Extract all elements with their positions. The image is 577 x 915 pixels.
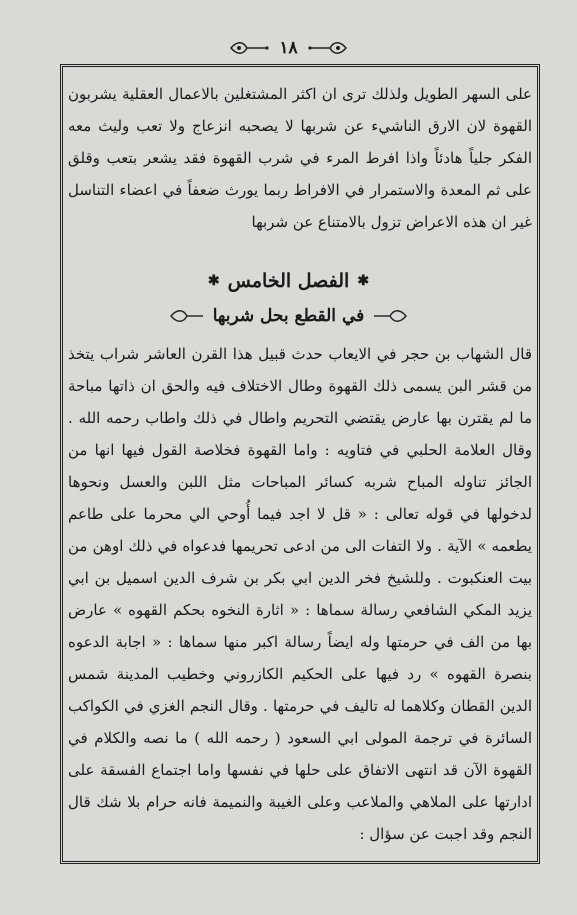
- section-subheading: [0, 306, 577, 326]
- page-number: ١٨: [279, 38, 298, 58]
- flourish-ornament-icon: [169, 308, 205, 324]
- page-header: [0, 34, 577, 62]
- paragraph-main: [68, 338, 532, 850]
- paragraph-1: على السهر الطويل ولذلك ترى ان اكثر المشتغلين بالاعمال العقلية يشربون القهوة لان الارق الناشيء عن شربها لا يصحبه انزعاج ولا تعب وليث معه الفكر جلياً هادئاً واذا افرط المرء في شرب القهوة فقد يشعر بتعب وقلق على ثم المعدة والاستمرار في الافراط ربما يورث ضعفاً في اعضاء التناسل غير ان هذه الاعراض تزول بالامتناع عن شربها: [68, 85, 532, 231]
- paragraph-2: قال الشهاب بن حجر في الايعاب حدث قبيل هذا القرن العاشر شراب يتخذ من قشر البن يسمى ذلك القهوة وطال الاختلاف فيه والحق ان ذاتها مباحة ما لم يقترن بها عارض يقتضي التحريم واطال في ذلك واطاب رحمه الله . وقال العلامة الحلبي في فتاويه : واما القهوة فخلاصة القول فيها انها من الجائز تناوله المباح شربه كسائر المباحات مثل اللبن والعسل ونحوها لدخولها في قوله تعالى : « قل لا اجد فيما أُوحي الي محرما على طاعم يطعمه » الآية . ولا التفات الى من ادعى تحريمها فدعواه في ذلك اوهن من بيت العنكبوت . وللشيخ فخر الدين ابي بكر بن شرف الدين اسميل بن ابي يزيد المكي الشافعي رسالة سماها : « اثارة النخوه بحكم القهوه » عارض بها من الف في حرمتها وله ايضاً رسالة اكبر منها سماها : « اجابة الدعوه بنصرة القهوه » رد فيها على الحكيم الكازروني وخطيب المدينة شمس الدين القطان وكلاهما له تاليف في حرمتها . وقال النجم الغزي في الكواكب السائرة في ترجمة المولى ابي السعود ( رحمه الله ) ما نصه والكلام في القهوة الآن قد انتهى الاتفاق على حلها في نفسها واما اجتماع الفسقة على ادارتها على الملاهي والملاعب وعلى الغيبة والنميمة فانه حرام بلا شك قال النجم وقد اجبت عن سؤال :: [68, 345, 532, 843]
- paragraph-intro: [68, 78, 532, 238]
- section-title: الفصل الخامس: [227, 270, 350, 292]
- star-ornament-icon: ✱: [357, 273, 370, 289]
- section-subtitle: في القطع بحل شربها: [212, 306, 365, 326]
- flourish-ornament-icon: [372, 308, 408, 324]
- flourish-ornament-icon: [308, 40, 348, 56]
- star-ornament-icon: ✱: [207, 273, 220, 289]
- section-heading: [0, 270, 577, 292]
- flourish-ornament-icon: [229, 40, 269, 56]
